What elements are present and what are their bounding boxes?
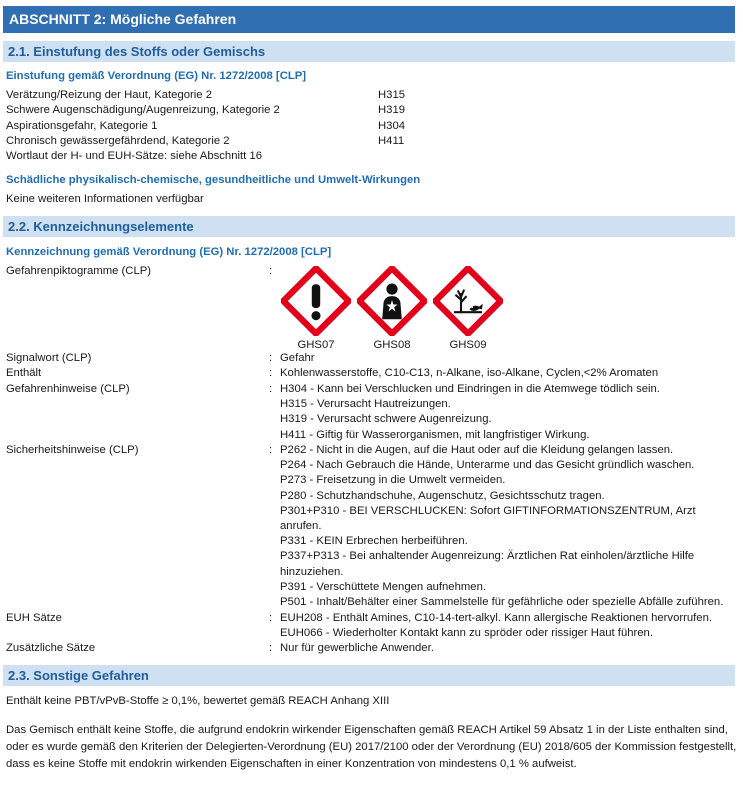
- hazard-statements: [280, 382, 730, 443]
- precautionary-statement: P501 - Inhalt/Behälter einer Sammelstelle für gefährliche oder spezielle Abfälle zuführen.: [280, 596, 724, 609]
- hazard-statement: H411 - Giftig für Wasserorganismen, mit langfristiger Wirkung.: [280, 428, 590, 441]
- labelling-title: Kennzeichnung gemäß Verordnung (EG) Nr. 1272/2008 [CLP]: [6, 246, 332, 258]
- precautionary-statement: P280 - Schutzhandschuhe, Augenschutz, Gesichtsschutz tragen.: [280, 489, 605, 502]
- euh-statement: EUH066 - Wiederholter Kontakt kann zu spröder oder rissiger Haut führen.: [280, 627, 653, 640]
- effects-title: Schädliche physikalisch-chemische, gesundheitliche und Umwelt-Wirkungen: [6, 174, 421, 186]
- precautionary-statement: P391 - Verschüttete Mengen aufnehmen.: [280, 580, 486, 593]
- classification-row-text: Verätzung/Reizung der Haut, Kategorie 2: [6, 89, 212, 101]
- classification-row-text: Chronisch gewässergefährdend, Kategorie 2: [6, 135, 230, 147]
- health-hazard-icon: [357, 266, 427, 336]
- pictogram-code: GHS08: [373, 339, 411, 351]
- pbt-text: Enthält keine PBT/vPvB-Stoffe ≥ 0,1%, bewertet gemäß REACH Anhang XIII: [6, 695, 390, 707]
- colon: :: [269, 367, 273, 379]
- signal-word-label: Signalwort (CLP): [6, 352, 92, 364]
- signal-word-value: Gefahr: [280, 352, 315, 364]
- section-header: ABSCHNITT 2: Mögliche Gefahren: [3, 6, 735, 33]
- classification-row-code: H319: [378, 104, 406, 116]
- colon: :: [269, 383, 273, 395]
- pictogram-code: GHS07: [297, 339, 335, 351]
- classification-row-text: Aspirationsgefahr, Kategorie 1: [6, 120, 158, 132]
- colon: :: [269, 265, 273, 277]
- pictogram-code: GHS09: [449, 339, 487, 351]
- precaution-label: Sicherheitshinweise (CLP): [6, 444, 139, 456]
- environment-icon: [433, 266, 503, 336]
- classification-row-code: H411: [378, 135, 405, 147]
- euh-label: EUH Sätze: [6, 612, 62, 624]
- endocrine-paragraph: [6, 722, 736, 773]
- additional-label: Zusätzliche Sätze: [6, 642, 96, 654]
- precautionary-statement: P273 - Freisetzung in die Umwelt vermeiden.: [280, 474, 506, 487]
- euh-statements: [280, 611, 730, 641]
- precautionary-statement: P301+P310 - BEI VERSCHLUCKEN: Sofort GIFTINFORMATIONSZENTRUM, Arzt: [280, 504, 696, 517]
- pictogram-label: Gefahrenpiktogramme (CLP): [6, 265, 152, 277]
- classification-row-code: H315: [378, 89, 406, 101]
- precautionary-statement: anrufen.: [280, 520, 322, 533]
- subsection-2-2-header: 2.2. Kennzeichnungselemente: [3, 216, 735, 237]
- classification-title: Einstufung gemäß Verordnung (EG) Nr. 1272/2008 [CLP]: [6, 70, 307, 82]
- classification-row-text: Schwere Augenschädigung/Augenreizung, Kategorie 2: [6, 104, 280, 116]
- precautionary-statement: P262 - Nicht in die Augen, auf die Haut oder auf die Kleidung gelangen lassen.: [280, 444, 674, 456]
- hazard-label: Gefahrenhinweise (CLP): [6, 383, 130, 395]
- classification-row-code: H304: [378, 120, 406, 132]
- precautionary-statement: P337+P313 - Bei anhaltender Augenreizung: Ärztlichen Rat einholen/ärztliche Hilfe: [280, 550, 695, 563]
- colon: :: [269, 612, 273, 624]
- euh-statement: EUH208 - Enthält Amines, C10-14-tert-alkyl. Kann allergische Reaktionen hervorrufen.: [280, 612, 713, 624]
- paragraph-line: oder es wurde gemäß den Kriterien der Delegierten-Verordnung (EU) 2017/2100 oder der Verordnung (EU) 2018/605 der Kommission festgestellt,: [6, 741, 737, 753]
- subsection-2-1-header: 2.1. Einstufung des Stoffs oder Gemischs: [3, 41, 735, 62]
- wording-note: Wortlaut der H- und EUH-Sätze: siehe Abschnitt 16: [6, 150, 262, 162]
- additional-value: Nur für gewerbliche Anwender.: [280, 642, 434, 654]
- contains-value: Kohlenwasserstoffe, C10-C13, n-Alkane, iso-Alkane, Cyclen,<2% Aromaten: [280, 367, 659, 379]
- paragraph-line: dass es keine Stoffe mit endokrin wirkenden Eigenschaften in einer Konzentration von mindestens 0,1 % aufweist.: [6, 758, 577, 770]
- subsection-2-3-header: 2.3. Sonstige Gefahren: [3, 665, 735, 686]
- hazard-statement: H319 - Verursacht schwere Augenreizung.: [280, 413, 492, 426]
- precautionary-statement: hinzuziehen.: [280, 565, 344, 578]
- contains-label: Enthält: [6, 367, 42, 379]
- precautionary-statements: [280, 443, 730, 610]
- effects-text: Keine weiteren Informationen verfügbar: [6, 193, 204, 205]
- hazard-statement: H304 - Kann bei Verschlucken und Eindringen in die Atemwege tödlich sein.: [280, 383, 660, 395]
- precautionary-statement: P331 - KEIN Erbrechen herbeiführen.: [280, 535, 468, 548]
- colon: :: [269, 444, 273, 456]
- exclamation-mark-icon: [281, 266, 351, 336]
- colon: :: [269, 352, 273, 364]
- hazard-statement: H315 - Verursacht Hautreizungen.: [280, 398, 451, 411]
- precautionary-statement: P264 - Nach Gebrauch die Hände, Unterarme und das Gesicht gründlich waschen.: [280, 459, 695, 472]
- paragraph-line: Das Gemisch enthält keine Stoffe, die aufgrund endokrin wirkender Eigenschaften gemäß REACH Artikel 59 Absatz 1 in der Liste enthalten sind,: [6, 724, 728, 736]
- colon: :: [269, 642, 273, 654]
